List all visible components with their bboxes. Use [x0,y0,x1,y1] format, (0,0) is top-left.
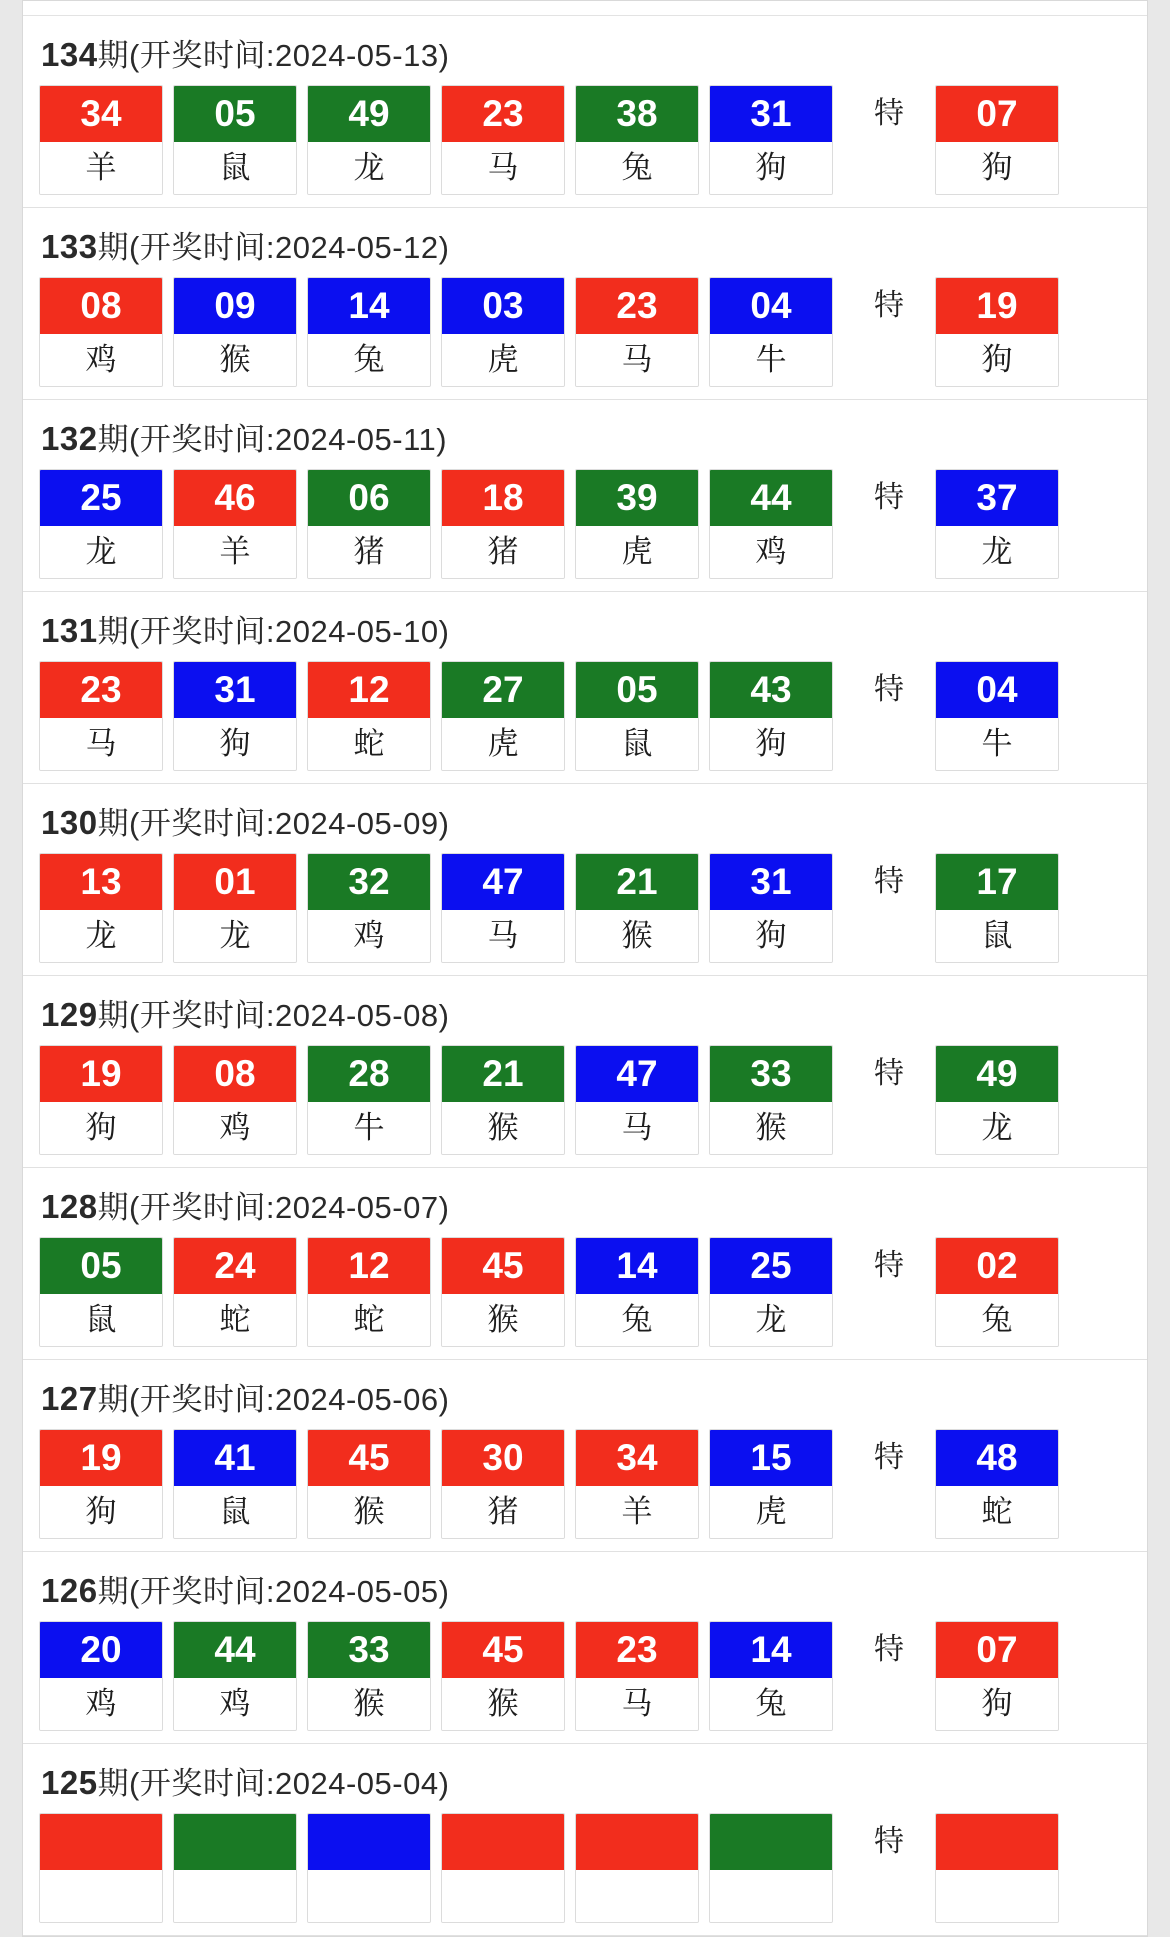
draw-title-suffix: 期(开奖时间: [97,230,275,265]
draw-date: 2024-05-05 [275,1574,439,1609]
ball-zodiac: 马 [576,1102,698,1154]
ball-zodiac: 牛 [710,334,832,386]
ball-zodiac: 虎 [442,718,564,770]
special-ball [935,469,1059,579]
ball-number: 34 [576,1430,698,1486]
draw-issue: 133 [41,228,98,265]
draw-date: 2024-05-08 [275,998,439,1033]
ball-zodiac: 狗 [710,910,832,962]
special-label: 特 [874,1441,904,1474]
draw-title-suffix: 期(开奖时间: [97,806,275,841]
ball-number: 31 [710,86,832,142]
ball-zodiac: 蛇 [308,718,430,770]
ball [307,1045,431,1155]
special-ball-zodiac: 狗 [936,142,1058,194]
ball [307,1237,431,1347]
ball [307,661,431,771]
ball-zodiac: 兔 [576,1294,698,1346]
draw-title-close: ) [438,998,450,1033]
ball-number: 44 [710,470,832,526]
ball-zodiac: 虎 [442,334,564,386]
draw-issue: 131 [41,612,98,649]
ball-zodiac: 虎 [710,1486,832,1538]
draw-title-suffix: 期(开奖时间: [97,422,275,457]
draw-title [23,592,1147,661]
ball [173,1237,297,1347]
ball-zodiac: 鸡 [40,1678,162,1730]
ball [39,1045,163,1155]
ball-zodiac: 鼠 [174,1486,296,1538]
special-ball-number: 07 [936,86,1058,142]
ball-number: 12 [308,662,430,718]
ball [307,853,431,963]
ball-zodiac: 羊 [40,142,162,194]
ball-zodiac: 狗 [174,718,296,770]
ball-number: 15 [710,1430,832,1486]
special-ball-number: 19 [936,278,1058,334]
ball [173,661,297,771]
ball-zodiac [710,1870,832,1922]
draw-title [23,1168,1147,1237]
draw-block [23,208,1147,400]
ball-number [174,1814,296,1870]
ball [709,853,833,963]
ball-number: 46 [174,470,296,526]
draw-title [23,16,1147,85]
ball-zodiac: 兔 [308,334,430,386]
draw-date: 2024-05-12 [275,230,439,265]
draw-date: 2024-05-04 [275,1766,439,1801]
special-ball-zodiac [936,1870,1058,1922]
ball-zodiac: 龙 [40,526,162,578]
special-ball [935,277,1059,387]
ball-number: 38 [576,86,698,142]
balls-row [23,1045,1147,1155]
ball-zodiac: 猪 [442,526,564,578]
ball-number: 45 [308,1430,430,1486]
special-ball-number [936,1814,1058,1870]
ball [575,469,699,579]
draw-issue: 132 [41,420,98,457]
ball-zodiac: 兔 [576,142,698,194]
draw-title-suffix: 期(开奖时间: [97,1574,275,1609]
special-ball-number: 48 [936,1430,1058,1486]
special-ball [935,853,1059,963]
ball [575,1621,699,1731]
ball-number [442,1814,564,1870]
ball-number: 32 [308,854,430,910]
draw-title [23,784,1147,853]
ball-number: 47 [576,1046,698,1102]
ball-number: 33 [308,1622,430,1678]
special-label: 特 [874,97,904,130]
draw-title [23,1744,1147,1813]
ball-number: 14 [576,1238,698,1294]
ball [173,853,297,963]
ball [173,1621,297,1731]
ball-number: 23 [576,278,698,334]
draw-title [23,208,1147,277]
special-ball-number: 49 [936,1046,1058,1102]
ball-zodiac [40,1870,162,1922]
ball-number: 33 [710,1046,832,1102]
ball-number: 27 [442,662,564,718]
draw-issue: 127 [41,1380,98,1417]
ball-number: 25 [710,1238,832,1294]
ball-number: 24 [174,1238,296,1294]
special-ball-zodiac: 狗 [936,334,1058,386]
special-ball-number: 07 [936,1622,1058,1678]
ball-number [40,1814,162,1870]
special-ball [935,1045,1059,1155]
ball-number: 31 [174,662,296,718]
balls-row [23,1429,1147,1539]
draw-block [23,976,1147,1168]
special-ball-zodiac: 鼠 [936,910,1058,962]
ball [441,853,565,963]
special-label: 特 [874,289,904,322]
ball [307,1621,431,1731]
special-ball [935,1813,1059,1923]
ball [709,277,833,387]
ball-number: 45 [442,1238,564,1294]
ball [39,1621,163,1731]
ball-zodiac: 猴 [442,1678,564,1730]
ball-number: 23 [40,662,162,718]
ball-number: 05 [576,662,698,718]
ball-zodiac: 马 [442,142,564,194]
ball [39,1429,163,1539]
ball [709,85,833,195]
special-ball-zodiac: 龙 [936,1102,1058,1154]
ball-number: 05 [174,86,296,142]
ball-zodiac: 羊 [174,526,296,578]
ball-number: 18 [442,470,564,526]
ball-number: 39 [576,470,698,526]
draw-issue: 130 [41,804,98,841]
ball-zodiac: 虎 [576,526,698,578]
draw-title [23,976,1147,1045]
ball [173,1429,297,1539]
draw-block [23,592,1147,784]
ball [307,1813,431,1923]
ball-number: 28 [308,1046,430,1102]
balls-row [23,853,1147,963]
ball-number: 47 [442,854,564,910]
results-sheet [22,0,1148,1937]
draw-title-suffix: 期(开奖时间: [97,1190,275,1225]
special-ball-zodiac: 蛇 [936,1486,1058,1538]
special-ball-zodiac: 兔 [936,1294,1058,1346]
special-ball-number: 04 [936,662,1058,718]
special-label: 特 [874,865,904,898]
ball-zodiac: 鸡 [174,1102,296,1154]
ball-number: 41 [174,1430,296,1486]
ball [575,1813,699,1923]
special-ball [935,85,1059,195]
special-label: 特 [874,481,904,514]
balls-row [23,1813,1147,1923]
ball-number: 04 [710,278,832,334]
draw-title-suffix: 期(开奖时间: [97,998,275,1033]
ball-zodiac: 龙 [174,910,296,962]
ball-number: 09 [174,278,296,334]
special-ball [935,1237,1059,1347]
ball [441,85,565,195]
ball-zodiac: 鼠 [576,718,698,770]
ball-number [576,1814,698,1870]
ball [39,661,163,771]
ball [441,1429,565,1539]
ball [173,85,297,195]
draw-title-close: ) [438,1766,450,1801]
ball-zodiac: 马 [576,1678,698,1730]
special-ball-zodiac: 狗 [936,1678,1058,1730]
ball-number: 21 [442,1046,564,1102]
ball-zodiac: 鸡 [308,910,430,962]
ball [575,661,699,771]
ball-zodiac: 猴 [576,910,698,962]
ball-zodiac: 狗 [710,718,832,770]
special-ball-number: 02 [936,1238,1058,1294]
draw-list [23,16,1147,1936]
ball-number: 12 [308,1238,430,1294]
ball-number: 14 [710,1622,832,1678]
ball-zodiac: 龙 [308,142,430,194]
ball [709,469,833,579]
ball [709,1429,833,1539]
draw-date: 2024-05-07 [275,1190,439,1225]
ball [307,1429,431,1539]
draw-issue: 128 [41,1188,98,1225]
ball [709,661,833,771]
ball-zodiac: 狗 [40,1486,162,1538]
draw-block [23,1360,1147,1552]
special-label: 特 [874,1249,904,1282]
draw-title [23,400,1147,469]
special-ball-number: 17 [936,854,1058,910]
ball-number: 03 [442,278,564,334]
ball-number [710,1814,832,1870]
draw-date: 2024-05-10 [275,614,439,649]
special-ball-zodiac: 龙 [936,526,1058,578]
ball-number: 05 [40,1238,162,1294]
ball [173,1813,297,1923]
special-label: 特 [874,1825,904,1858]
ball-zodiac: 蛇 [174,1294,296,1346]
ball-zodiac [174,1870,296,1922]
ball-zodiac: 猴 [308,1486,430,1538]
ball-zodiac: 羊 [576,1486,698,1538]
ball-zodiac: 鸡 [174,1678,296,1730]
ball-zodiac: 猴 [174,334,296,386]
ball [173,1045,297,1155]
draw-title-close: ) [438,230,450,265]
draw-issue: 129 [41,996,98,1033]
ball [39,85,163,195]
draw-date: 2024-05-09 [275,806,439,841]
ball-zodiac [576,1870,698,1922]
ball-number: 23 [576,1622,698,1678]
draw-issue: 134 [41,36,98,73]
special-label: 特 [874,1057,904,1090]
ball-zodiac: 猪 [442,1486,564,1538]
ball-zodiac: 猴 [442,1294,564,1346]
ball [575,1237,699,1347]
ball-number: 08 [40,278,162,334]
ball-number: 21 [576,854,698,910]
ball [441,277,565,387]
draw-title-close: ) [438,1190,450,1225]
ball-zodiac: 龙 [710,1294,832,1346]
ball [307,277,431,387]
ball [307,85,431,195]
ball-number: 19 [40,1046,162,1102]
special-label: 特 [874,673,904,706]
ball-zodiac: 猴 [710,1102,832,1154]
ball [441,1045,565,1155]
draw-title-suffix: 期(开奖时间: [97,38,275,73]
ball-zodiac: 狗 [710,142,832,194]
ball [709,1237,833,1347]
ball [39,853,163,963]
ball [709,1045,833,1155]
ball-number: 08 [174,1046,296,1102]
draw-issue: 125 [41,1764,98,1801]
ball [709,1813,833,1923]
draw-block [23,1744,1147,1936]
balls-row [23,661,1147,771]
special-ball [935,1429,1059,1539]
ball-number: 23 [442,86,564,142]
draw-title-close: ) [438,614,450,649]
ball-number: 44 [174,1622,296,1678]
ball [575,853,699,963]
ball [575,277,699,387]
draw-title [23,1552,1147,1621]
ball-number: 06 [308,470,430,526]
ball-zodiac: 牛 [308,1102,430,1154]
ball [173,469,297,579]
special-ball-number: 37 [936,470,1058,526]
ball-number: 45 [442,1622,564,1678]
ball-zodiac: 马 [40,718,162,770]
draw-block [23,16,1147,208]
ball [575,1429,699,1539]
ball-zodiac: 马 [442,910,564,962]
ball [441,1621,565,1731]
draw-title-close: ) [438,1574,450,1609]
ball-zodiac: 狗 [40,1102,162,1154]
special-ball-zodiac: 牛 [936,718,1058,770]
ball-zodiac: 猴 [442,1102,564,1154]
ball-number: 34 [40,86,162,142]
balls-row [23,1237,1147,1347]
draw-title-suffix: 期(开奖时间: [97,614,275,649]
ball [575,85,699,195]
special-ball [935,661,1059,771]
ball-number: 01 [174,854,296,910]
ball-number: 13 [40,854,162,910]
ball [39,469,163,579]
ball-zodiac: 鼠 [174,142,296,194]
draw-block [23,1168,1147,1360]
ball [307,469,431,579]
balls-row [23,277,1147,387]
ball [441,469,565,579]
ball-zodiac: 蛇 [308,1294,430,1346]
ball-zodiac [308,1870,430,1922]
ball [441,1237,565,1347]
ball [39,1237,163,1347]
ball-zodiac: 鼠 [40,1294,162,1346]
ball-zodiac [442,1870,564,1922]
ball-number: 19 [40,1430,162,1486]
ball-number: 30 [442,1430,564,1486]
special-label: 特 [874,1633,904,1666]
draw-issue: 126 [41,1572,98,1609]
ball [441,661,565,771]
draw-title-close: ) [438,1382,450,1417]
draw-date: 2024-05-06 [275,1382,439,1417]
draw-title-close: ) [436,422,448,457]
ball [173,277,297,387]
ball-number: 20 [40,1622,162,1678]
ball [39,1813,163,1923]
top-strip [23,1,1147,16]
draw-block [23,1552,1147,1744]
ball-number: 25 [40,470,162,526]
draw-date: 2024-05-13 [275,38,439,73]
draw-title [23,1360,1147,1429]
ball-number: 14 [308,278,430,334]
draw-title-suffix: 期(开奖时间: [97,1382,275,1417]
ball-zodiac: 鸡 [40,334,162,386]
draw-title-close: ) [438,806,450,841]
balls-row [23,85,1147,195]
ball-number: 49 [308,86,430,142]
special-ball [935,1621,1059,1731]
balls-row [23,1621,1147,1731]
balls-row [23,469,1147,579]
draw-date: 2024-05-11 [275,422,437,457]
ball [441,1813,565,1923]
ball [575,1045,699,1155]
ball-number: 31 [710,854,832,910]
ball-number: 43 [710,662,832,718]
ball-zodiac: 兔 [710,1678,832,1730]
draw-block [23,400,1147,592]
draw-title-close: ) [438,38,450,73]
ball [39,277,163,387]
ball-zodiac: 猪 [308,526,430,578]
ball-zodiac: 马 [576,334,698,386]
ball-zodiac: 龙 [40,910,162,962]
ball [709,1621,833,1731]
ball-number [308,1814,430,1870]
ball-zodiac: 鸡 [710,526,832,578]
draw-title-suffix: 期(开奖时间: [97,1766,275,1801]
draw-block [23,784,1147,976]
ball-zodiac: 猴 [308,1678,430,1730]
